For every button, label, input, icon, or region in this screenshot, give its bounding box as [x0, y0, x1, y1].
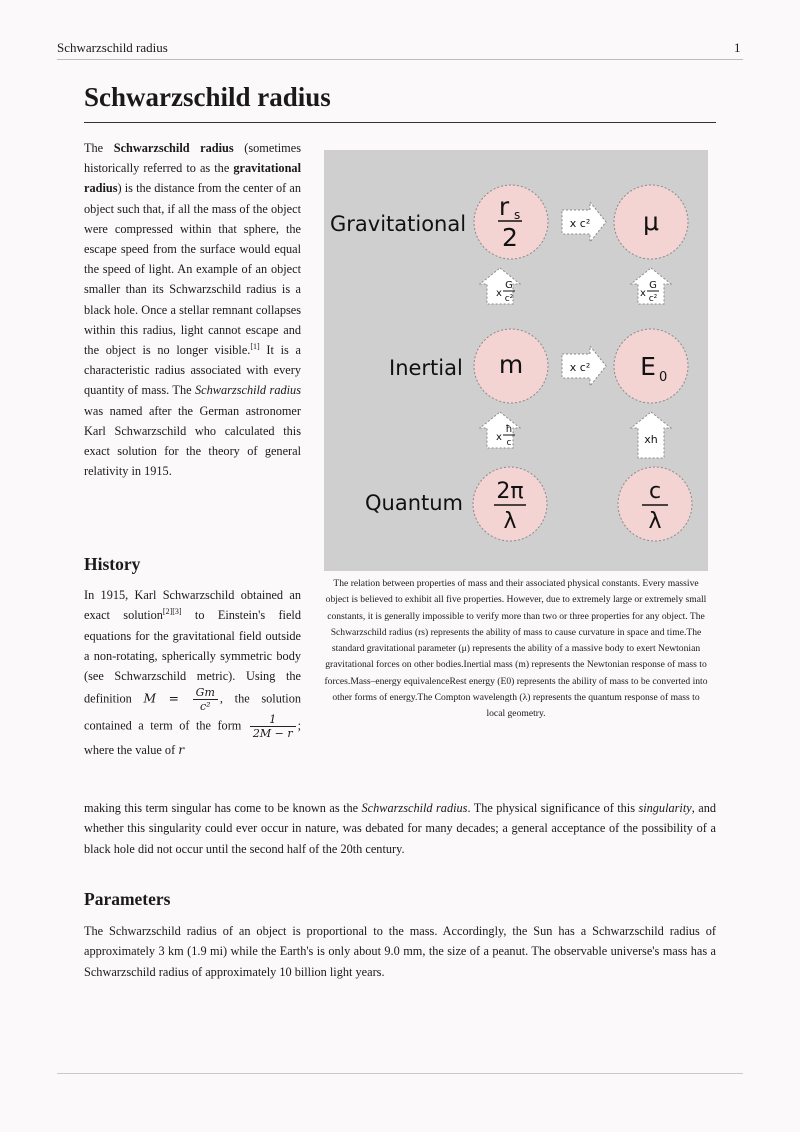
factor-label: x	[496, 432, 502, 443]
parameters-paragraph: The Schwarzschild radius of an object is proportional to the mass. Accordingly, the Sun has a Schwarzschild radius of approximately 3 km (1.9 mi) while the Earth's is only about 9.0 mm, the size of a peanut. The observable universe's mass has a Schwarzschild radius of approximately 10 billion light years.	[84, 924, 716, 979]
footer-divider	[57, 1073, 743, 1074]
row-label-inertial: Inertial	[389, 356, 463, 380]
row-label-quantum: Quantum	[365, 491, 464, 515]
factor-numerator: G	[649, 280, 657, 291]
history-paragraph-column: In 1915, Karl Schwarzschild obtained an exact solution[2][3] to Einstein's field equations for the gravitational field outside a non-rotating, spherically symmetric body (see Schwarzschild metric). Using the definition M = $\frac{Gm}{\text{c²}}$ , the solution contained a term of the form $\frac{1}{2M - r}$ ; where the value of r	[84, 588, 301, 758]
header-divider	[57, 59, 743, 60]
factor-denominator: c	[506, 438, 512, 448]
lambda-symbol: λ	[503, 509, 517, 534]
rs-symbol: r	[498, 192, 510, 221]
history-paragraph-wide: making this term singular has come to be known as the Schwarzschild radius. The physical significance of this singularity, and whether this singularity could ever occur in nature, was debated for many decades; a general acceptance of the possibility of a black hole did not occur until the second half of the 20th century.	[84, 801, 716, 856]
e0-symbol: E	[640, 352, 656, 381]
citation-link[interactable]: [1]	[250, 341, 260, 351]
mass-properties-figure	[324, 150, 708, 571]
page-number: 1	[734, 40, 741, 55]
mass-properties-diagram	[324, 150, 708, 571]
factor-numerator: ħ	[505, 424, 513, 435]
arrow-label: x c²	[569, 217, 591, 230]
row-label-gravitational: Gravitational	[330, 212, 467, 236]
factor-label: xh	[644, 433, 658, 446]
m-symbol: m	[498, 350, 524, 379]
bold-term: gravitational radius	[84, 161, 301, 196]
term-fraction: $\frac{1}{2M - r}$	[250, 713, 296, 740]
factor-denominator: c²	[504, 294, 514, 304]
citation-link[interactable]: [2][3]	[162, 607, 182, 617]
figure-caption: The relation between properties of mass and their associated physical constants. Every massive object is believed to exhibit all five properties. However, due to extremely large or extremely small constants, it is generally impossible to verify more than two or three properties for any object. The Schwarzschild radius (rs) represents the ability of mass to cause curvature in space and time.The standard gravitational parameter (μ) represents the ability of a massive body to exert Newtonian gravitational forces on other bodies.Inertial mass (m) represents the Newtonian response of mass to forces.Mass–energy equivalenceRest energy (E0) represents the ability of mass to be converted into other forms of energy.The Compton wavelength (λ) represents the quantum response of mass to local geometry.	[324, 578, 708, 720]
factor-denominator: c²	[648, 294, 658, 304]
lambda-symbol: λ	[648, 509, 662, 534]
rs-subscript: s	[514, 208, 521, 222]
formula-lhs: M =	[143, 691, 179, 706]
formula-fraction: $\frac{Gm}{\text{c²}}$	[193, 686, 218, 713]
article-title: Schwarzschild radius	[84, 82, 331, 112]
c-symbol: c	[648, 479, 662, 504]
factor-label: x	[496, 288, 502, 299]
bold-term: Schwarzschild radius	[113, 141, 234, 155]
section-heading-history: History	[84, 554, 141, 574]
running-header-title: Schwarzschild radius	[57, 40, 168, 55]
two-pi-symbol: 2π	[496, 479, 524, 504]
factor-label: x	[640, 288, 646, 299]
e0-subscript: 0	[659, 370, 668, 385]
rs-denominator: 2	[502, 223, 518, 252]
intro-paragraph: The Schwarzschild radius (sometimes historically referred to as the gravitational radius) is the distance from the center of an object such that, if all the mass of the object were compressed within that sphere, the escape speed from the surface would equal the speed of light. An example of an object smaller than its Schwarzschild radius is a black hole. Once a stellar remnant collapses within this radius, light cannot escape and the object is no longer visible.[1] It is a characteristic radius associated with every quantity of mass. The Schwarzschild radius was named after the German astronomer Karl Schwarzschild who calculated this exact solution for the theory of general relativity in 1915.	[84, 141, 301, 479]
variable-r: r	[178, 743, 185, 758]
mu-symbol: μ	[643, 207, 659, 236]
section-heading-parameters: Parameters	[84, 889, 171, 909]
title-divider	[84, 122, 716, 123]
arrow-label: x c²	[569, 361, 591, 374]
factor-numerator: G	[505, 280, 513, 291]
